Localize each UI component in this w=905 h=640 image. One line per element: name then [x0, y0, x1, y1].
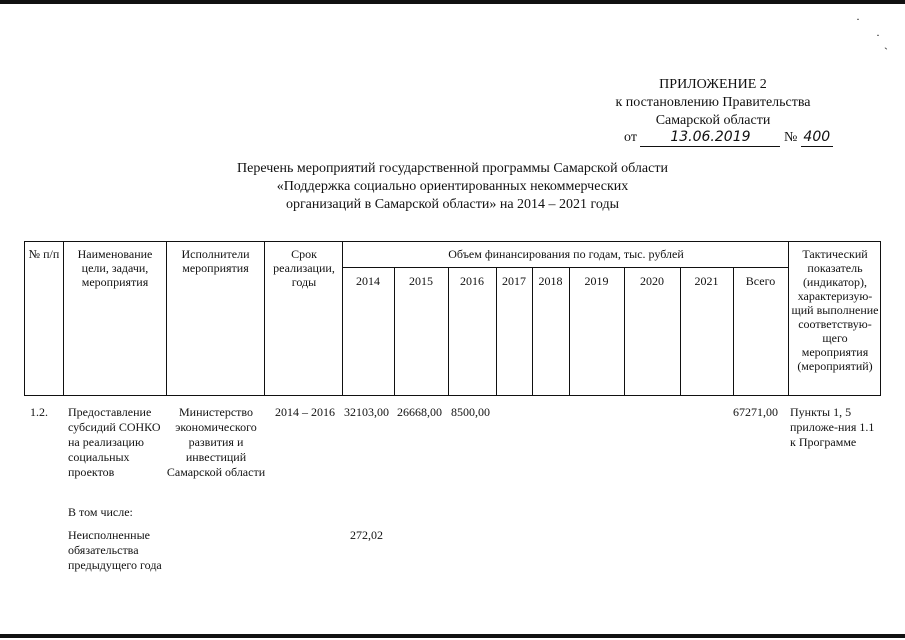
row-period: 2014 – 2016 — [275, 405, 335, 419]
header-period: Срок реализации, годы — [273, 247, 335, 289]
header-year-2021: 2021 — [694, 274, 719, 288]
header-funding: Объем финансирования по годам, тыс. рублей — [448, 247, 684, 261]
row-num: 1.2. — [30, 405, 48, 419]
table-top-line — [24, 241, 881, 242]
appendix-date-line — [624, 128, 833, 147]
sub-row-value-2014: 272,02 — [350, 528, 383, 542]
table-header-bottom-line — [24, 395, 881, 396]
subtotal-label: В том числе: — [68, 505, 133, 519]
header-year-2015: 2015 — [409, 274, 433, 288]
appendix-region: Самарской области — [655, 113, 771, 128]
header-year-2017: 2017 — [502, 274, 526, 288]
header-executors: Исполнители мероприятия — [181, 247, 250, 275]
number-label: № — [783, 130, 798, 145]
scan-speck: · — [856, 12, 860, 26]
row-executors: Министерство экономического развития и инвестиций Самарской области — [166, 405, 266, 479]
row-indicator: Пункты 1, 5 приложе-ния 1.1 к Программе — [790, 405, 875, 449]
bottom-border — [0, 634, 905, 638]
col-line — [264, 241, 265, 396]
document-title — [0, 160, 905, 214]
row-total: 67271,00 — [733, 405, 778, 419]
header-year-2014: 2014 — [356, 274, 380, 288]
sub-row-name: Неисполненные обязательства предыдущего года — [68, 528, 162, 572]
row-value-2015: 26668,00 — [397, 405, 442, 419]
funding-table-header — [24, 241, 881, 396]
col-line — [880, 241, 881, 396]
title-line-2: «Поддержка социально ориентированных некоммерческих — [276, 179, 629, 194]
header-year-2019: 2019 — [584, 274, 609, 288]
appendix-block — [593, 76, 833, 130]
header-num: № п/п — [28, 247, 60, 261]
row-name: Предоставление субсидий СОНКО на реализацию социальных проектов — [68, 405, 161, 479]
header-year-2018: 2018 — [538, 274, 563, 288]
title-line-3: организаций в Самарской области» на 2014 – 2021 годы — [285, 197, 620, 212]
from-label: от — [624, 130, 637, 145]
row-value-2014: 32103,00 — [344, 405, 389, 419]
title-line-1: Перечень мероприятий государственной программы Самарской области — [237, 161, 668, 176]
header-name: Наименование цели, задачи, мероприятия — [77, 247, 153, 289]
row-value-2016: 8500,00 — [451, 405, 490, 419]
header-year-2020: 2020 — [640, 274, 664, 288]
header-indicator: Тактический показатель (индикатор), характеризую-щий выполнение соответствую-щего мероприятия (мероприятий) — [791, 247, 879, 373]
col-line — [166, 241, 167, 396]
col-line — [63, 241, 64, 396]
appendix-title: ПРИЛОЖЕНИЕ 2 — [659, 77, 767, 92]
col-line — [788, 241, 789, 396]
decree-number: 400 — [801, 128, 833, 147]
header-total: Всего — [745, 274, 776, 288]
col-line — [24, 241, 25, 396]
appendix-subtitle: к постановлению Правительства — [615, 95, 811, 110]
signed-date: 13.06.2019 — [640, 128, 780, 147]
scan-speck: ˎ — [884, 36, 888, 50]
header-year-2016: 2016 — [460, 274, 484, 288]
top-border — [0, 0, 905, 4]
col-line — [342, 241, 343, 396]
years-divider-line — [342, 267, 788, 268]
scan-speck: · — [876, 28, 880, 42]
